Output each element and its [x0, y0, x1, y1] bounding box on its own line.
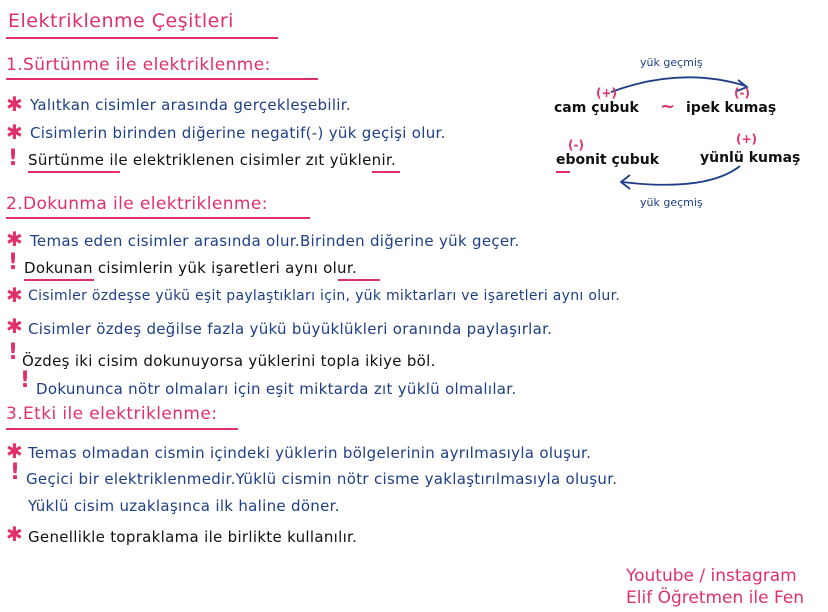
exclamation-icon: ! [8, 250, 19, 275]
wool-label: yünlü kumaş [700, 150, 801, 166]
glass-sign: (+) [596, 86, 618, 100]
section-2-line-3: Cisimler özdeşse yükü eşit paylaştıkları için, yük miktarları ve işaretleri aynı olur. [28, 288, 621, 304]
section-1-line-1: Yalıtkan cisimler arasında gerçekleşebilir. [30, 96, 351, 114]
section-2-underline [6, 217, 310, 219]
section-3-line-4: Genellikle topraklama ile birlikte kullanılır. [28, 528, 358, 546]
top-arrow-label: yük geçmiş [640, 56, 703, 69]
exclamation-icon: ! [10, 460, 21, 485]
exclamation-icon: ! [8, 340, 19, 365]
section-2-line-5: Özdeş iki cisim dokunuyorsa yüklerini topla ikiye böl. [22, 352, 436, 370]
ebonite-sign: (-) [568, 138, 584, 152]
asterisk-icon: ✱ [6, 120, 23, 144]
asterisk-icon: ✱ [6, 283, 23, 307]
exclamation-icon: ! [20, 368, 31, 393]
section-2-line-4: Cisimler özdeş değilse fazla yükü büyüklükleri oranında paylaşırlar. [28, 320, 553, 338]
section-3-line-3: Yüklü cisim uzaklaşınca ilk haline döner. [28, 497, 340, 515]
section-2-heading: 2.Dokunma ile elektriklenme: [6, 194, 268, 214]
letter-underline [556, 171, 570, 173]
section-2-line-1: Temas eden cisimler arasında olur.Birinden diğerine yük geçer. [30, 232, 520, 250]
asterisk-icon: ✱ [6, 522, 23, 546]
section-1-heading: 1.Sürtünme ile elektriklenme: [6, 55, 271, 75]
silk-label: ipek kumaş [686, 100, 777, 116]
glass-rod-label: cam çubuk [554, 100, 639, 116]
silk-sign: (-) [734, 86, 750, 100]
asterisk-icon: ✱ [6, 314, 23, 338]
word-underline [372, 171, 400, 173]
word-underline [338, 279, 380, 281]
section-3-heading: 3.Etki ile elektriklenme: [6, 404, 218, 424]
section-1-line-3: Sürtünme ile elektriklenen cisimler zıt yüklenir. [28, 151, 397, 169]
asterisk-icon: ✱ [6, 227, 23, 251]
bottom-arrow-label: yük geçmiş [640, 196, 703, 209]
credit-line-1: Youtube / instagram [626, 566, 797, 586]
section-2-line-6: Dokununca nötr olmaları için eşit miktarda zıt yüklü olmalılar. [36, 380, 517, 398]
word-underline [24, 279, 94, 281]
bottom-arrow [612, 162, 762, 196]
section-2-line-2: Dokunan cisimlerin yük işaretleri aynı olur. [24, 259, 358, 277]
asterisk-icon: ✱ [6, 92, 23, 116]
section-1-line-2: Cisimlerin birinden diğerine negatif(-) yük geçişi olur. [30, 124, 446, 142]
section-1-underline [6, 78, 318, 80]
asterisk-icon: ✱ [6, 439, 23, 463]
credit-line-2: Elif Öğretmen ile Fen [626, 588, 805, 608]
ebonite-rod-label: ebonit çubuk [556, 152, 660, 168]
title-underline [6, 37, 278, 39]
section-3-line-1: Temas olmadan cismin içindeki yüklerin bölgelerinin ayrılmasıyla oluşur. [28, 444, 592, 462]
page-title: Elektriklenme Çeşitleri [8, 10, 234, 32]
section-3-underline [6, 428, 238, 430]
word-underline [28, 171, 120, 173]
tilde-mark: ~ [660, 96, 676, 117]
wool-sign: (+) [736, 132, 758, 146]
exclamation-icon: ! [8, 146, 19, 171]
section-3-line-2: Geçici bir elektriklenmedir.Yüklü cismin nötr cisme yaklaştırılmasıyla oluşur. [26, 470, 618, 488]
